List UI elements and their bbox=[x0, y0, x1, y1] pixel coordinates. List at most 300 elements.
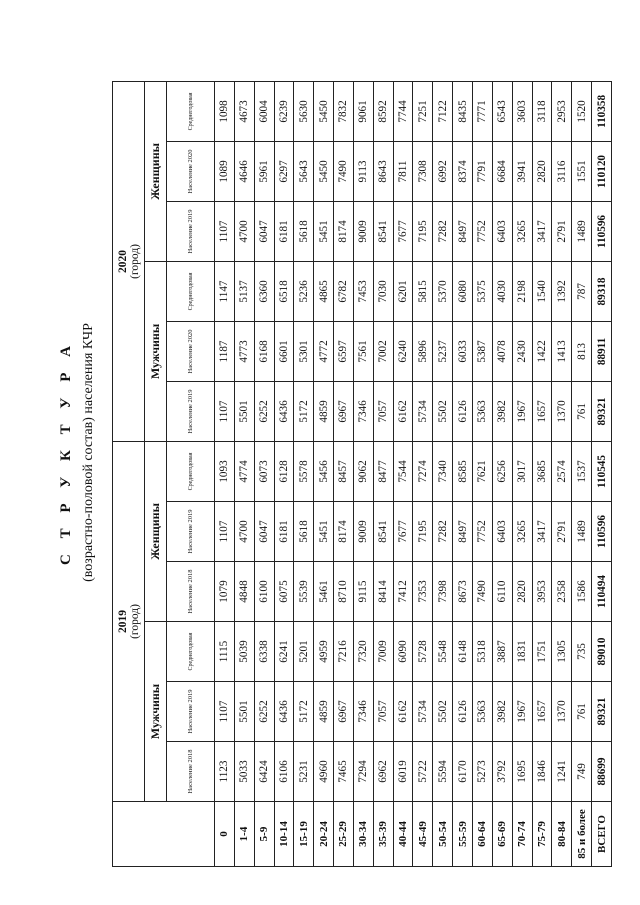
value-cell: 5578 bbox=[294, 441, 314, 501]
col-header: Среднегодовая bbox=[167, 261, 215, 321]
value-cell: 8435 bbox=[453, 81, 473, 141]
value-cell: 1489 bbox=[572, 201, 592, 261]
value-cell: 7744 bbox=[393, 81, 413, 141]
value-cell: 6100 bbox=[254, 562, 274, 622]
value-cell: 5501 bbox=[234, 381, 254, 441]
value-cell: 6128 bbox=[274, 441, 294, 501]
value-cell: 5896 bbox=[413, 321, 433, 381]
value-cell: 5734 bbox=[413, 682, 433, 742]
value-cell: 8414 bbox=[373, 562, 393, 622]
value-cell: 5318 bbox=[472, 622, 492, 682]
value-cell: 1107 bbox=[215, 682, 235, 742]
document-subtitle: (возрастно-половой состав) населения КЧР bbox=[81, 323, 96, 582]
table-row bbox=[353, 81, 373, 866]
value-cell: 3116 bbox=[552, 141, 572, 201]
value-cell: 7122 bbox=[433, 81, 453, 141]
female-2019-header: Женщины bbox=[145, 441, 167, 621]
year-2020-header bbox=[113, 81, 145, 441]
value-cell: 4078 bbox=[492, 321, 512, 381]
value-cell: 5594 bbox=[433, 742, 453, 802]
value-cell: 3941 bbox=[512, 141, 532, 201]
value-cell: 6403 bbox=[492, 201, 512, 261]
table-row bbox=[532, 81, 552, 866]
value-cell: 7282 bbox=[433, 502, 453, 562]
value-cell: 9061 bbox=[353, 81, 373, 141]
table-row bbox=[314, 81, 334, 866]
value-cell: 110120 bbox=[592, 141, 612, 201]
age-group-cell: ВСЕГО bbox=[592, 802, 612, 867]
value-cell: 7251 bbox=[413, 81, 433, 141]
value-cell: 1147 bbox=[215, 261, 235, 321]
value-cell: 89321 bbox=[592, 682, 612, 742]
document-title: С Т Р У К Т У Р А bbox=[58, 340, 74, 565]
table-row bbox=[453, 81, 473, 866]
value-cell: 7465 bbox=[334, 742, 354, 802]
value-cell: 1695 bbox=[512, 742, 532, 802]
year-2020-area: (город) bbox=[128, 244, 141, 279]
value-cell: 3685 bbox=[532, 441, 552, 501]
value-cell: 2430 bbox=[512, 321, 532, 381]
age-group-cell: 15-19 bbox=[294, 802, 314, 867]
value-cell: 6170 bbox=[453, 742, 473, 802]
value-cell: 1093 bbox=[215, 441, 235, 501]
value-cell: 7544 bbox=[393, 441, 413, 501]
value-cell: 9113 bbox=[353, 141, 373, 201]
value-cell: 2791 bbox=[552, 201, 572, 261]
value-cell: 5618 bbox=[294, 502, 314, 562]
table-row bbox=[492, 81, 512, 866]
age-group-cell: 35-39 bbox=[373, 802, 393, 867]
value-cell: 6601 bbox=[274, 321, 294, 381]
value-cell: 4673 bbox=[234, 81, 254, 141]
col-header: Население 2019 bbox=[167, 201, 215, 261]
value-cell: 1537 bbox=[572, 441, 592, 501]
value-cell: 5375 bbox=[472, 261, 492, 321]
value-cell: 787 bbox=[572, 261, 592, 321]
value-cell: 5231 bbox=[294, 742, 314, 802]
col-header: Население 2018 bbox=[167, 562, 215, 622]
col-header: Население 2018 bbox=[167, 742, 215, 802]
value-cell: 1187 bbox=[215, 321, 235, 381]
table-row bbox=[234, 81, 254, 866]
value-cell: 5643 bbox=[294, 141, 314, 201]
value-cell: 6241 bbox=[274, 622, 294, 682]
value-cell: 5033 bbox=[234, 742, 254, 802]
value-cell: 8497 bbox=[453, 502, 473, 562]
table-row bbox=[413, 81, 433, 866]
value-cell: 8592 bbox=[373, 81, 393, 141]
value-cell: 3417 bbox=[532, 502, 552, 562]
value-cell: 4772 bbox=[314, 321, 334, 381]
value-cell: 88699 bbox=[592, 742, 612, 802]
age-group-cell: 1-4 bbox=[234, 802, 254, 867]
value-cell: 5370 bbox=[433, 261, 453, 321]
value-cell: 89321 bbox=[592, 381, 612, 441]
value-cell: 5961 bbox=[254, 141, 274, 201]
value-cell: 6073 bbox=[254, 441, 274, 501]
value-cell: 1241 bbox=[552, 742, 572, 802]
value-cell: 6992 bbox=[433, 141, 453, 201]
value-cell: 6075 bbox=[274, 562, 294, 622]
value-cell: 3017 bbox=[512, 441, 532, 501]
table-row bbox=[334, 81, 354, 866]
year-2020-label: 2020 bbox=[116, 249, 129, 273]
year-2019-label: 2019 bbox=[116, 609, 129, 633]
table-row bbox=[393, 81, 413, 866]
value-cell: 6047 bbox=[254, 201, 274, 261]
value-cell: 3953 bbox=[532, 562, 552, 622]
age-group-cell: 75-79 bbox=[532, 802, 552, 867]
sex-header-row bbox=[145, 81, 167, 866]
value-cell: 5502 bbox=[433, 381, 453, 441]
value-cell: 7282 bbox=[433, 201, 453, 261]
value-cell: 8541 bbox=[373, 201, 393, 261]
value-cell: 5451 bbox=[314, 502, 334, 562]
value-cell: 7346 bbox=[353, 381, 373, 441]
value-cell: 7453 bbox=[353, 261, 373, 321]
table-row bbox=[254, 81, 274, 866]
value-cell: 6239 bbox=[274, 81, 294, 141]
age-group-cell: 10-14 bbox=[274, 802, 294, 867]
age-group-cell: 0 bbox=[215, 802, 235, 867]
value-cell: 2574 bbox=[552, 441, 572, 501]
value-cell: 1967 bbox=[512, 682, 532, 742]
table-row bbox=[512, 81, 532, 866]
age-group-cell: 30-34 bbox=[353, 802, 373, 867]
value-cell: 7752 bbox=[472, 201, 492, 261]
value-cell: 9009 bbox=[353, 502, 373, 562]
value-cell: 761 bbox=[572, 381, 592, 441]
value-cell: 6252 bbox=[254, 381, 274, 441]
value-cell: 3982 bbox=[492, 682, 512, 742]
value-cell: 3792 bbox=[492, 742, 512, 802]
value-cell: 1305 bbox=[552, 622, 572, 682]
value-cell: 6424 bbox=[254, 742, 274, 802]
table-row bbox=[433, 81, 453, 866]
table-row bbox=[552, 81, 572, 866]
value-cell: 5237 bbox=[433, 321, 453, 381]
age-group-cell: 20-24 bbox=[314, 802, 334, 867]
value-cell: 2791 bbox=[552, 502, 572, 562]
value-cell: 6252 bbox=[254, 682, 274, 742]
value-cell: 1089 bbox=[215, 141, 235, 201]
value-cell: 6597 bbox=[334, 321, 354, 381]
value-cell: 3265 bbox=[512, 201, 532, 261]
col-header: Население 2019 bbox=[167, 502, 215, 562]
value-cell: 7030 bbox=[373, 261, 393, 321]
value-cell: 6004 bbox=[254, 81, 274, 141]
value-cell: 6201 bbox=[393, 261, 413, 321]
value-cell: 3265 bbox=[512, 502, 532, 562]
value-cell: 4859 bbox=[314, 682, 334, 742]
value-cell: 3603 bbox=[512, 81, 532, 141]
value-cell: 1422 bbox=[532, 321, 552, 381]
value-cell: 8497 bbox=[453, 201, 473, 261]
value-cell: 7621 bbox=[472, 441, 492, 501]
value-cell: 6518 bbox=[274, 261, 294, 321]
table-row bbox=[215, 81, 235, 866]
table-row bbox=[472, 81, 492, 866]
male-2019-header: Мужчины bbox=[145, 622, 167, 802]
value-cell: 2820 bbox=[512, 562, 532, 622]
value-cell: 6162 bbox=[393, 682, 413, 742]
value-cell: 110358 bbox=[592, 81, 612, 141]
value-cell: 4774 bbox=[234, 441, 254, 501]
value-cell: 5618 bbox=[294, 201, 314, 261]
value-cell: 3982 bbox=[492, 381, 512, 441]
value-cell: 6126 bbox=[453, 682, 473, 742]
table-row bbox=[373, 81, 393, 866]
value-cell: 1586 bbox=[572, 562, 592, 622]
value-cell: 7294 bbox=[353, 742, 373, 802]
table-row bbox=[572, 81, 592, 866]
value-cell: 2358 bbox=[552, 562, 572, 622]
value-cell: 1657 bbox=[532, 381, 552, 441]
value-cell: 749 bbox=[572, 742, 592, 802]
value-cell: 5363 bbox=[472, 381, 492, 441]
age-group-cell: 50-54 bbox=[433, 802, 453, 867]
value-cell: 6126 bbox=[453, 381, 473, 441]
value-cell: 4865 bbox=[314, 261, 334, 321]
value-cell: 1540 bbox=[532, 261, 552, 321]
age-group-cell: 80-84 bbox=[552, 802, 572, 867]
age-group-cell: 70-74 bbox=[512, 802, 532, 867]
value-cell: 6967 bbox=[334, 682, 354, 742]
total-row bbox=[592, 81, 612, 866]
value-cell: 6148 bbox=[453, 622, 473, 682]
value-cell: 7832 bbox=[334, 81, 354, 141]
value-cell: 6168 bbox=[254, 321, 274, 381]
value-cell: 5734 bbox=[413, 381, 433, 441]
value-cell: 5501 bbox=[234, 682, 254, 742]
value-cell: 9062 bbox=[353, 441, 373, 501]
value-cell: 9009 bbox=[353, 201, 373, 261]
age-header bbox=[113, 802, 215, 867]
value-cell: 2198 bbox=[512, 261, 532, 321]
value-cell: 5502 bbox=[433, 682, 453, 742]
value-cell: 9115 bbox=[353, 562, 373, 622]
value-cell: 5451 bbox=[314, 201, 334, 261]
value-cell: 7308 bbox=[413, 141, 433, 201]
value-cell: 5539 bbox=[294, 562, 314, 622]
value-cell: 2820 bbox=[532, 141, 552, 201]
value-cell: 6033 bbox=[453, 321, 473, 381]
title-block bbox=[28, 0, 108, 905]
value-cell: 4848 bbox=[234, 562, 254, 622]
col-header: Среднегодовая bbox=[167, 622, 215, 682]
value-cell: 6256 bbox=[492, 441, 512, 501]
value-cell: 1967 bbox=[512, 381, 532, 441]
value-cell: 735 bbox=[572, 622, 592, 682]
value-cell: 7752 bbox=[472, 502, 492, 562]
value-cell: 88911 bbox=[592, 321, 612, 381]
year-header-row bbox=[113, 81, 145, 866]
value-cell: 7274 bbox=[413, 441, 433, 501]
value-cell: 5450 bbox=[314, 81, 334, 141]
value-cell: 2953 bbox=[552, 81, 572, 141]
value-cell: 3417 bbox=[532, 201, 552, 261]
value-cell: 7195 bbox=[413, 502, 433, 562]
value-cell: 4773 bbox=[234, 321, 254, 381]
value-cell: 7791 bbox=[472, 141, 492, 201]
value-cell: 8374 bbox=[453, 141, 473, 201]
value-cell: 4960 bbox=[314, 742, 334, 802]
value-cell: 7561 bbox=[353, 321, 373, 381]
value-cell: 8643 bbox=[373, 141, 393, 201]
value-cell: 5039 bbox=[234, 622, 254, 682]
value-cell: 6403 bbox=[492, 502, 512, 562]
value-cell: 1115 bbox=[215, 622, 235, 682]
value-cell: 5456 bbox=[314, 441, 334, 501]
value-cell: 8457 bbox=[334, 441, 354, 501]
value-cell: 7346 bbox=[353, 682, 373, 742]
value-cell: 6962 bbox=[373, 742, 393, 802]
value-cell: 4646 bbox=[234, 141, 254, 201]
value-cell: 5172 bbox=[294, 381, 314, 441]
value-cell: 8710 bbox=[334, 562, 354, 622]
value-cell: 1751 bbox=[532, 622, 552, 682]
value-cell: 1107 bbox=[215, 502, 235, 562]
value-cell: 813 bbox=[572, 321, 592, 381]
value-cell: 6684 bbox=[492, 141, 512, 201]
value-cell: 7057 bbox=[373, 381, 393, 441]
value-cell: 5236 bbox=[294, 261, 314, 321]
age-group-cell: 45-49 bbox=[413, 802, 433, 867]
value-cell: 1831 bbox=[512, 622, 532, 682]
value-cell: 8585 bbox=[453, 441, 473, 501]
value-cell: 6967 bbox=[334, 381, 354, 441]
value-cell: 110596 bbox=[592, 201, 612, 261]
value-cell: 6090 bbox=[393, 622, 413, 682]
table-body bbox=[215, 81, 612, 866]
value-cell: 6543 bbox=[492, 81, 512, 141]
value-cell: 7490 bbox=[334, 141, 354, 201]
value-cell: 7009 bbox=[373, 622, 393, 682]
value-cell: 5301 bbox=[294, 321, 314, 381]
value-cell: 4859 bbox=[314, 381, 334, 441]
value-cell: 7353 bbox=[413, 562, 433, 622]
value-cell: 1489 bbox=[572, 502, 592, 562]
value-cell: 6019 bbox=[393, 742, 413, 802]
age-group-cell: 40-44 bbox=[393, 802, 413, 867]
value-cell: 6106 bbox=[274, 742, 294, 802]
value-cell: 5461 bbox=[314, 562, 334, 622]
value-cell: 4700 bbox=[234, 502, 254, 562]
value-cell: 7490 bbox=[472, 562, 492, 622]
value-cell: 89318 bbox=[592, 261, 612, 321]
value-cell: 4030 bbox=[492, 261, 512, 321]
value-cell: 6240 bbox=[393, 321, 413, 381]
age-group-cell: 65-69 bbox=[492, 802, 512, 867]
table-row bbox=[294, 81, 314, 866]
value-cell: 1551 bbox=[572, 141, 592, 201]
population-table bbox=[112, 82, 612, 867]
value-cell: 7811 bbox=[393, 141, 413, 201]
value-cell: 6297 bbox=[274, 141, 294, 201]
col-header: Население 2019 bbox=[167, 381, 215, 441]
value-cell: 1079 bbox=[215, 562, 235, 622]
value-cell: 6080 bbox=[453, 261, 473, 321]
col-header: Среднегодовая bbox=[167, 441, 215, 501]
age-group-cell: 25-29 bbox=[334, 802, 354, 867]
value-cell: 1107 bbox=[215, 201, 235, 261]
value-cell: 8541 bbox=[373, 502, 393, 562]
value-cell: 1107 bbox=[215, 381, 235, 441]
table-row bbox=[274, 81, 294, 866]
value-cell: 7195 bbox=[413, 201, 433, 261]
value-cell: 6782 bbox=[334, 261, 354, 321]
value-cell: 6110 bbox=[492, 562, 512, 622]
male-2020-header: Мужчины bbox=[145, 261, 167, 441]
value-cell: 761 bbox=[572, 682, 592, 742]
value-cell: 6360 bbox=[254, 261, 274, 321]
col-header: Население 2020 bbox=[167, 141, 215, 201]
value-cell: 1520 bbox=[572, 81, 592, 141]
value-cell: 7412 bbox=[393, 562, 413, 622]
value-cell: 4959 bbox=[314, 622, 334, 682]
value-cell: 7320 bbox=[353, 622, 373, 682]
value-cell: 1370 bbox=[552, 682, 572, 742]
col-header: Население 2019 bbox=[167, 682, 215, 742]
value-cell: 5172 bbox=[294, 682, 314, 742]
value-cell: 89010 bbox=[592, 622, 612, 682]
value-cell: 6436 bbox=[274, 381, 294, 441]
value-cell: 8673 bbox=[453, 562, 473, 622]
value-cell: 5273 bbox=[472, 742, 492, 802]
value-cell: 7677 bbox=[393, 201, 413, 261]
value-cell: 6181 bbox=[274, 201, 294, 261]
value-cell: 5815 bbox=[413, 261, 433, 321]
value-cell: 110596 bbox=[592, 502, 612, 562]
age-group-cell: 85 и более bbox=[572, 802, 592, 867]
col-header: Население 2020 bbox=[167, 321, 215, 381]
value-cell: 5137 bbox=[234, 261, 254, 321]
value-cell: 1846 bbox=[532, 742, 552, 802]
value-cell: 5201 bbox=[294, 622, 314, 682]
female-2020-header: Женщины bbox=[145, 81, 167, 261]
value-cell: 5722 bbox=[413, 742, 433, 802]
value-cell: 5450 bbox=[314, 141, 334, 201]
age-group-cell: 5-9 bbox=[254, 802, 274, 867]
value-cell: 6162 bbox=[393, 381, 413, 441]
value-cell: 7398 bbox=[433, 562, 453, 622]
value-cell: 3887 bbox=[492, 622, 512, 682]
value-cell: 1098 bbox=[215, 81, 235, 141]
age-group-cell: 55-59 bbox=[453, 802, 473, 867]
value-cell: 4700 bbox=[234, 201, 254, 261]
value-cell: 7771 bbox=[472, 81, 492, 141]
value-cell: 6181 bbox=[274, 502, 294, 562]
value-cell: 5630 bbox=[294, 81, 314, 141]
value-cell: 7057 bbox=[373, 682, 393, 742]
value-cell: 1657 bbox=[532, 682, 552, 742]
value-cell: 7216 bbox=[334, 622, 354, 682]
value-cell: 5387 bbox=[472, 321, 492, 381]
year-2019-header bbox=[113, 441, 145, 801]
value-cell: 5363 bbox=[472, 682, 492, 742]
value-cell: 1123 bbox=[215, 742, 235, 802]
value-cell: 110545 bbox=[592, 441, 612, 501]
value-cell: 8174 bbox=[334, 201, 354, 261]
value-cell: 3118 bbox=[532, 81, 552, 141]
value-cell: 7002 bbox=[373, 321, 393, 381]
column-header-row bbox=[167, 81, 215, 866]
value-cell: 7677 bbox=[393, 502, 413, 562]
value-cell: 1392 bbox=[552, 261, 572, 321]
value-cell: 5728 bbox=[413, 622, 433, 682]
value-cell: 6436 bbox=[274, 682, 294, 742]
value-cell: 8477 bbox=[373, 441, 393, 501]
